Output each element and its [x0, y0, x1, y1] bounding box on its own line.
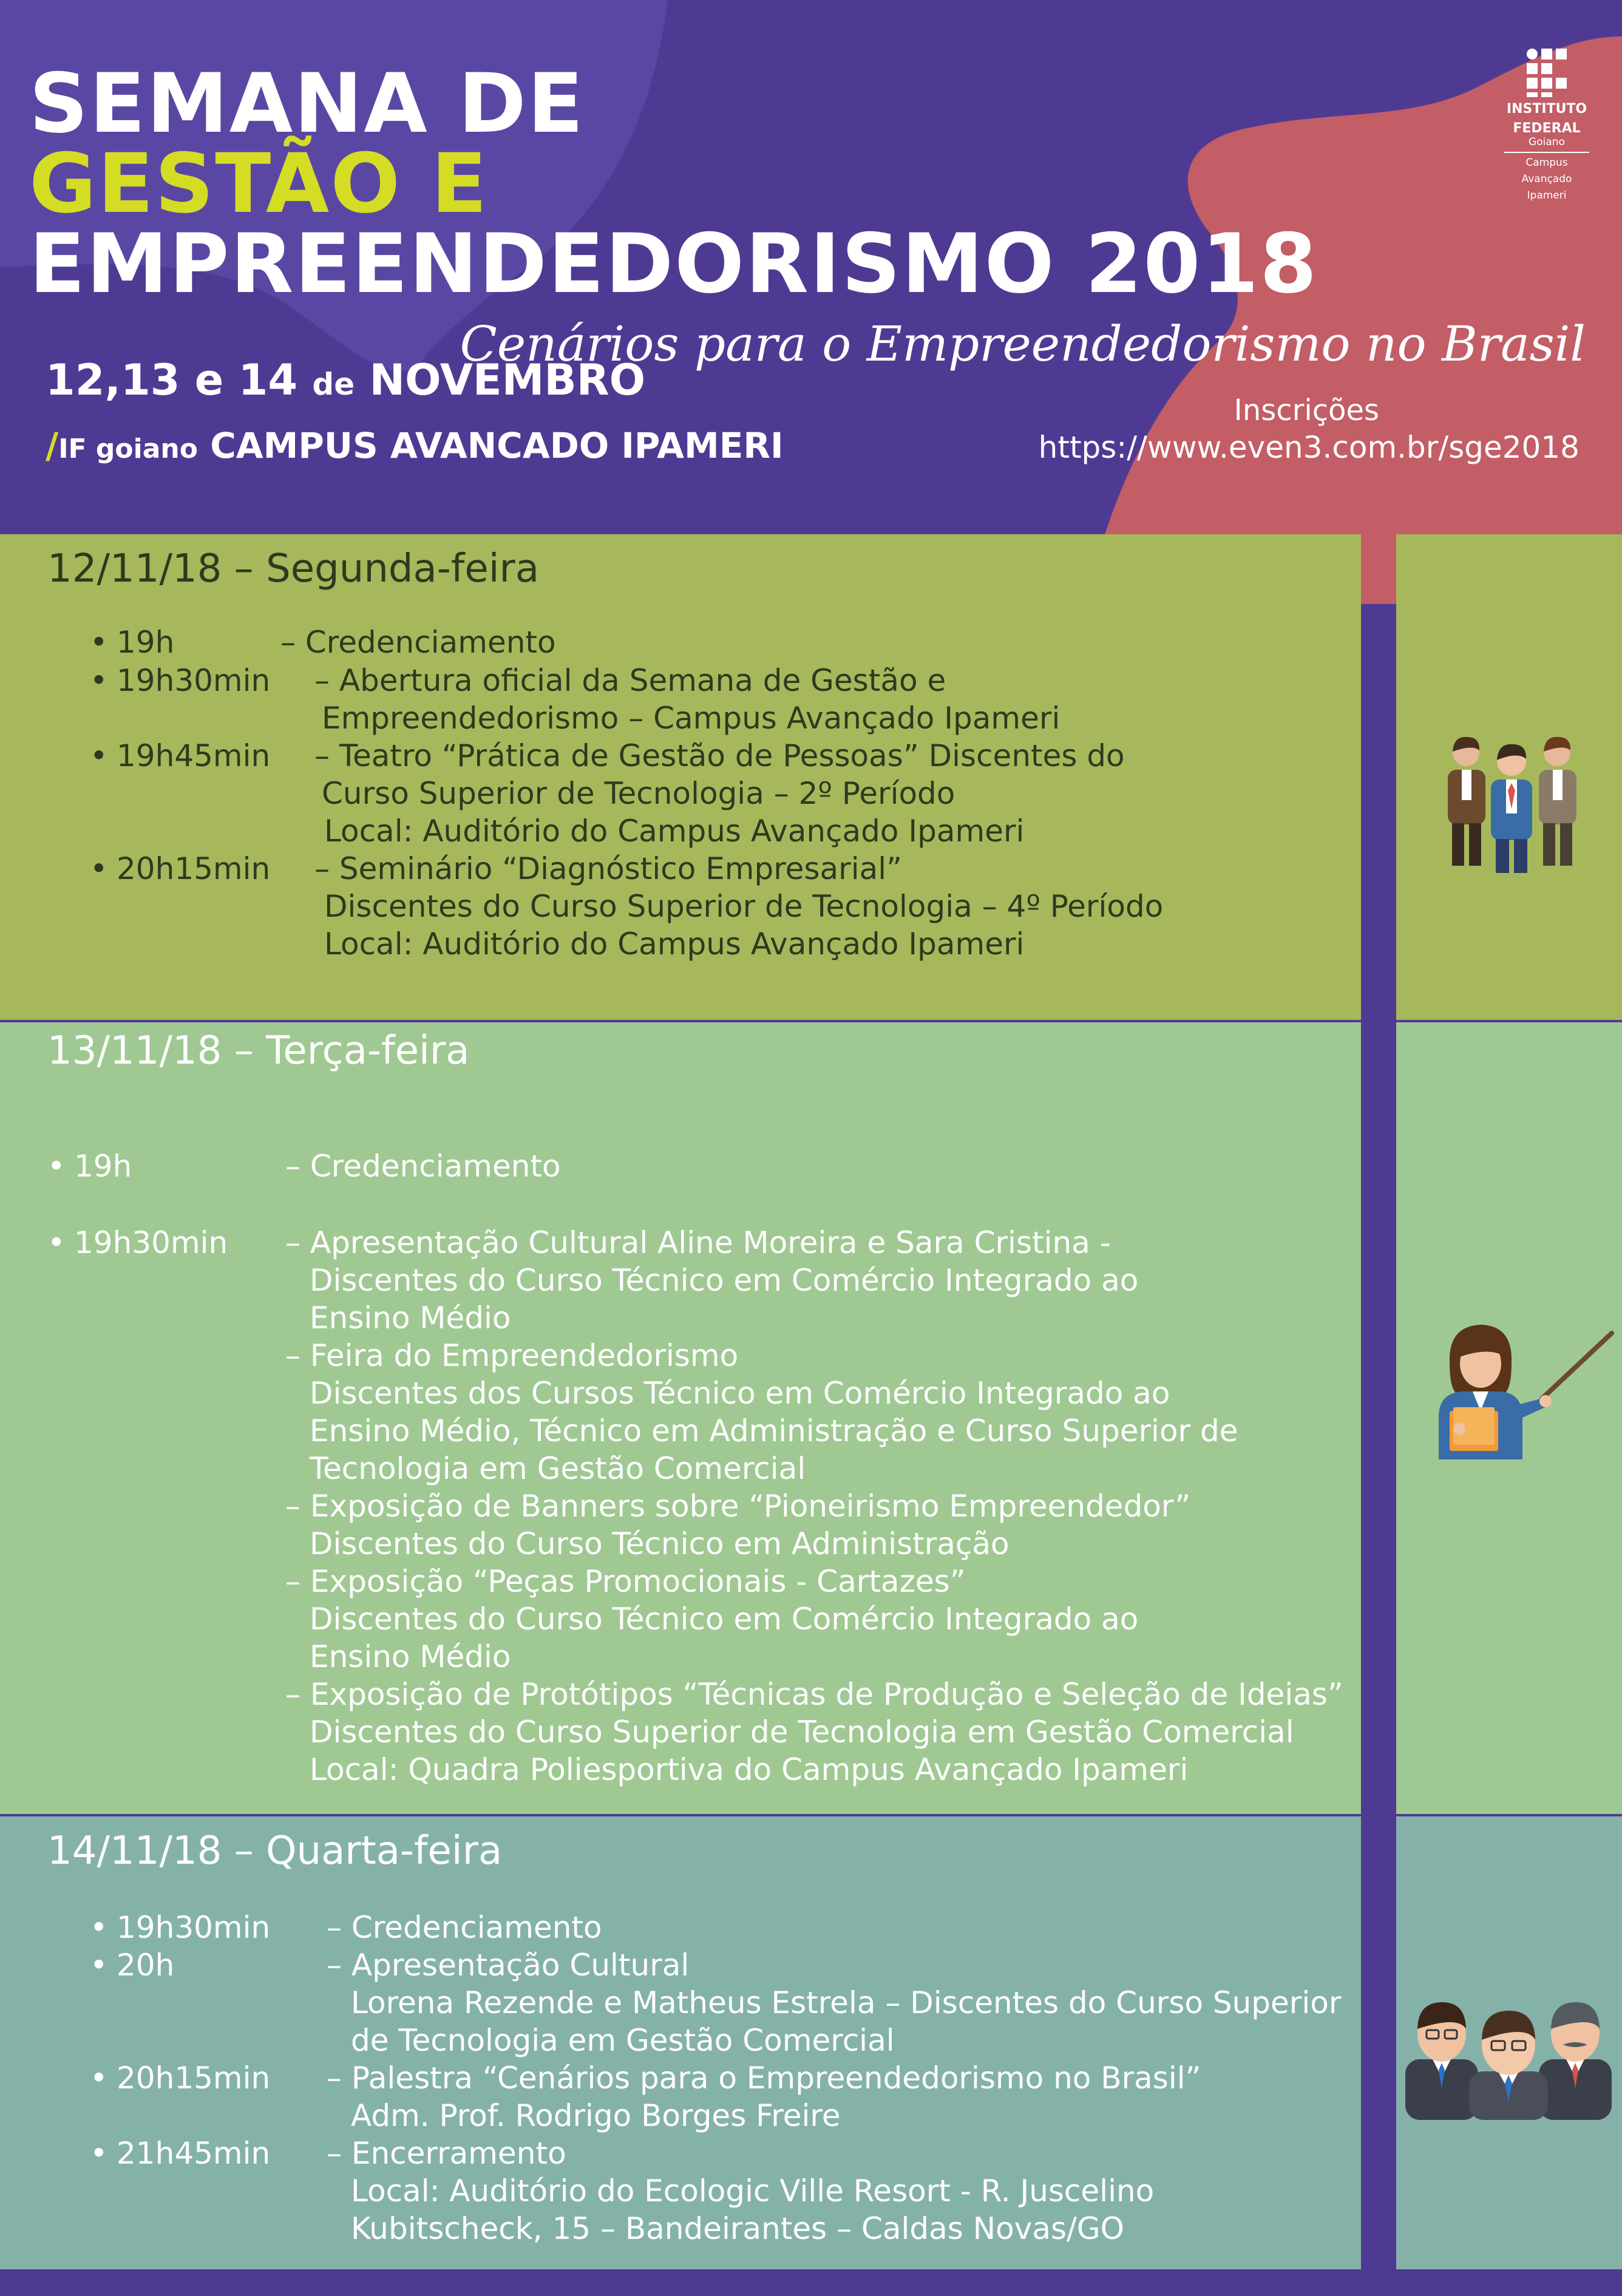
day-section-monday — [0, 534, 1361, 1020]
institute-logo — [1504, 47, 1589, 202]
registration-label: Inscrições — [1233, 393, 1379, 427]
bullet-icon: • — [47, 1225, 66, 1260]
bullet-icon: • — [90, 1910, 108, 1945]
description-line: Discentes do Curso Superior de Tecnologia – 4º Período — [324, 889, 1164, 924]
schedule-description — [314, 850, 1163, 963]
description-line: Discentes do Curso Superior de Tecnologia em Gestão Comercial — [310, 1714, 1294, 1750]
description-line: Ensino Médio — [310, 1639, 511, 1674]
schedule-description — [314, 737, 1125, 850]
location-slash: / — [46, 425, 59, 466]
schedule-time: 19h — [117, 625, 175, 660]
description-line: – Feira do Empreendedorismo — [285, 1338, 739, 1373]
description-line: – Exposição de Banners sobre “Pioneirismo Empreendedor” — [285, 1489, 1191, 1524]
day-title: 14/11/18 – Quarta-feira — [47, 1829, 503, 1873]
logo-line-avancado: Avançado — [1521, 173, 1572, 185]
bullet-icon: • — [90, 663, 108, 698]
bullet-icon: • — [90, 851, 108, 886]
day-icon-panel-tuesday — [1396, 1022, 1622, 1814]
description-line: Tecnologia em Gestão Comercial — [310, 1451, 806, 1486]
registration-link[interactable]: https://www.even3.com.br/sge2018 — [1038, 430, 1580, 465]
logo-line-instituto: INSTITUTO — [1506, 101, 1587, 117]
day-icon-panel-wednesday — [1396, 1816, 1622, 2269]
schedule-description — [285, 1147, 561, 1185]
description-line: Ensino Médio — [310, 1300, 511, 1336]
day-section-wednesday — [0, 1816, 1361, 2269]
timeline-spine — [1361, 534, 1396, 2269]
description-line: – Credenciamento — [285, 1149, 561, 1184]
schedule-time: 19h — [74, 1149, 132, 1184]
description-line: Curso Superior de Tecnologia – 2º Período — [322, 776, 955, 811]
description-line: – Teatro “Prática de Gestão de Pessoas” Discentes do — [314, 738, 1125, 773]
location-prefix: IF goiano — [58, 433, 198, 464]
business-team-icon — [1433, 729, 1590, 874]
description-line: Discentes dos Cursos Técnico em Comércio Integrado ao — [310, 1376, 1170, 1411]
title-line-3: EMPREENDEDORISMO 2018 — [29, 216, 1318, 311]
description-line: – Apresentação Cultural — [327, 1948, 690, 1983]
day-title: 13/11/18 – Terça-feira — [47, 1028, 470, 1073]
poster-header — [0, 0, 1622, 534]
description-line: – Exposição de Protótipos “Técnicas de Produção e Seleção de Ideias” — [285, 1677, 1343, 1712]
description-line: – Palestra “Cenários para o Empreendedorismo no Brasil” — [327, 2060, 1201, 2096]
bullet-icon: • — [90, 2060, 108, 2096]
description-line: Discentes do Curso Técnico em Comércio Integrado ao — [310, 1263, 1139, 1298]
bullet-icon: • — [47, 1149, 66, 1184]
day-icon-panel-monday — [1396, 534, 1622, 1020]
bullet-icon: • — [90, 625, 108, 660]
description-line: – Seminário “Diagnóstico Empresarial” — [314, 851, 903, 886]
description-line: Kubitscheck, 15 – Bandeirantes – Caldas Novas/GO — [351, 2211, 1124, 2246]
schedule-time: 19h30min — [117, 1910, 271, 1945]
schedule-time: 19h30min — [117, 663, 271, 698]
dates-month: NOVEMBRO — [369, 355, 646, 405]
description-line: Discentes do Curso Técnico em Comércio Integrado ao — [310, 1601, 1139, 1637]
schedule-time: 20h15min — [117, 2060, 271, 2096]
description-line: Ensino Médio, Técnico em Administração e Curso Superior de — [310, 1413, 1238, 1449]
schedule-description — [327, 2135, 1154, 2247]
day-title: 12/11/18 – Segunda-feira — [47, 546, 540, 591]
description-line: Empreendedorismo – Campus Avançado Ipameri — [322, 701, 1060, 736]
title-line-1: SEMANA DE — [29, 56, 585, 151]
location-campus: CAMPUS AVANCADO IPAMERI — [210, 425, 784, 466]
schedule-time: 19h45min — [117, 738, 271, 773]
schedule-time: 20h — [117, 1948, 175, 1983]
schedule-time: 20h15min — [117, 851, 271, 886]
dates-days: 12,13 e 14 — [46, 355, 298, 405]
teacher-pointer-icon — [1414, 1320, 1615, 1459]
poster-footer-band — [0, 2269, 1622, 2296]
description-line: – Credenciamento — [327, 1910, 602, 1945]
description-line: Lorena Rezende e Matheus Estrela – Discentes do Curso Superior — [351, 1985, 1342, 2020]
schedule-description — [327, 1909, 602, 1946]
logo-line-campus: Campus — [1525, 157, 1568, 169]
event-location — [46, 425, 784, 466]
description-line: Local: Auditório do Ecologic Ville Resort - R. Juscelino — [351, 2173, 1155, 2209]
event-subtitle: Cenários para o Empreendedorismo no Brasil — [460, 316, 1586, 372]
description-line: – Apresentação Cultural Aline Moreira e Sara Cristina - — [285, 1225, 1111, 1260]
description-line: Local: Quadra Poliesportiva do Campus Avançado Ipameri — [310, 1752, 1189, 1787]
three-men-avatar-icon — [1402, 1980, 1615, 2120]
description-line: – Exposição “Peças Promocionais - Cartazes” — [285, 1564, 966, 1599]
description-line: – Credenciamento — [280, 625, 556, 660]
title-line-2: GESTÃO E — [29, 136, 489, 231]
logo-line-ipameri: Ipameri — [1527, 189, 1567, 202]
schedule-description — [327, 1946, 1341, 2059]
day-section-tuesday — [0, 1022, 1361, 1814]
timeline-spine-accent — [1361, 534, 1396, 604]
schedule-description — [285, 1224, 1343, 1788]
dates-connector: de — [312, 367, 355, 402]
description-line: Discentes do Curso Técnico em Administração — [310, 1526, 1010, 1561]
logo-line-goiano: Goiano — [1504, 136, 1589, 153]
description-line: – Encerramento — [327, 2136, 566, 2171]
schedule-description — [314, 662, 1060, 737]
schedule-time: 21h45min — [117, 2136, 271, 2171]
description-line: de Tecnologia em Gestão Comercial — [351, 2023, 895, 2058]
bullet-icon: • — [90, 2136, 108, 2171]
description-line: Local: Auditório do Campus Avançado Ipameri — [324, 926, 1025, 962]
description-line: – Abertura oficial da Semana de Gestão e — [314, 663, 946, 698]
description-line: Adm. Prof. Rodrigo Borges Freire — [351, 2098, 841, 2133]
schedule-description — [280, 623, 556, 661]
schedule-description — [327, 2059, 1201, 2135]
bullet-icon: • — [90, 1948, 108, 1983]
logo-line-federal: FEDERAL — [1513, 121, 1581, 136]
description-line: Local: Auditório do Campus Avançado Ipameri — [324, 813, 1025, 849]
bullet-icon: • — [90, 738, 108, 773]
event-title — [29, 56, 1318, 311]
schedule-time: 19h30min — [74, 1225, 228, 1260]
institute-logo-mark-icon — [1525, 47, 1568, 97]
event-dates — [46, 355, 645, 405]
